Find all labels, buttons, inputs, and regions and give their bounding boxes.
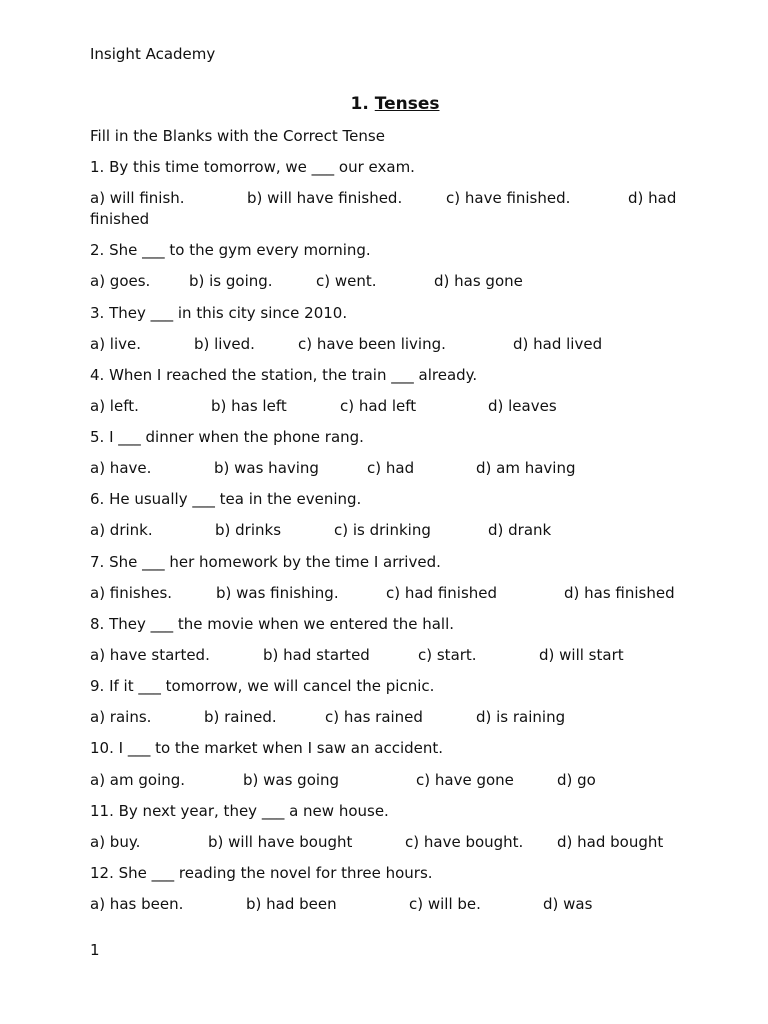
question-text: 9. If it ___ tomorrow, we will cancel the picnic. [90,677,435,695]
question-text: 7. She ___ her homework by the time I arrived. [90,553,441,571]
option-d: d) leaves [488,397,557,415]
question-text: 3. They ___ in this city since 2010. [90,304,348,322]
option-d: d) drank [488,521,552,539]
option-a: a) live. [90,335,142,353]
option-a: a) left. [90,397,139,415]
option-c: c) start. [418,646,477,664]
option-b: b) drinks [215,521,282,539]
option-b: b) will have bought [208,833,353,851]
option-b: b) has left [211,397,287,415]
school-name: Insight Academy [90,45,216,63]
option-c: c) have been living. [298,335,446,353]
option-b: b) was finishing. [216,584,339,602]
question-text: 8. They ___ the movie when we entered the hall. [90,615,455,633]
option-d: d) had bought [557,833,664,851]
instructions: Fill in the Blanks with the Correct Tense [90,127,385,145]
option-a: a) has been. [90,895,184,913]
question-text: 12. She ___ reading the novel for three hours. [90,864,433,882]
option-b: b) had started [263,646,370,664]
question-text: 5. I ___ dinner when the phone rang. [90,428,364,446]
option-c: c) is drinking [334,521,431,539]
option-b: b) had been [246,895,337,913]
option-a: a) am going. [90,771,186,789]
option-b: b) will have finished. [247,189,403,207]
question-text: 1. By this time tomorrow, we ___ our exam. [90,158,415,176]
option-d: d) will start [539,646,624,664]
question-text: 10. I ___ to the market when I saw an accident. [90,739,444,757]
option-b: b) lived. [194,335,255,353]
question-text: 2. She ___ to the gym every morning. [90,241,371,259]
option-a: a) have started. [90,646,210,664]
option-continuation: finished [90,210,150,228]
option-d: d) has finished [564,584,675,602]
option-c: c) went. [316,272,377,290]
option-b: b) is going. [189,272,273,290]
option-a: a) goes. [90,272,151,290]
option-c: c) have bought. [405,833,524,851]
option-d: d) go [557,771,596,789]
option-c: c) had [367,459,415,477]
option-a: a) finishes. [90,584,173,602]
option-a: a) have. [90,459,152,477]
option-a: a) drink. [90,521,153,539]
question-text: 11. By next year, they ___ a new house. [90,802,389,820]
title-text: Tenses [374,94,440,114]
page-number: 1 [90,941,100,959]
option-d: d) had [628,189,677,207]
option-c: c) has rained [325,708,423,726]
option-c: c) had finished [386,584,498,602]
option-c: c) will be. [409,895,481,913]
option-b: b) was having [214,459,319,477]
option-d: d) am having [476,459,576,477]
option-a: a) rains. [90,708,152,726]
page-title [0,93,768,115]
option-d: d) has gone [434,272,523,290]
option-d: d) had lived [513,335,603,353]
option-b: b) was going [243,771,340,789]
option-a: a) buy. [90,833,141,851]
question-text: 6. He usually ___ tea in the evening. [90,490,362,508]
option-c: c) have finished. [446,189,571,207]
option-c: c) had left [340,397,417,415]
question-text: 4. When I reached the station, the train ___ already. [90,366,478,384]
option-a: a) will finish. [90,189,185,207]
option-d: d) was [543,895,593,913]
title-number: 1. [350,94,369,114]
option-c: c) have gone [416,771,514,789]
option-b: b) rained. [204,708,277,726]
option-d: d) is raining [476,708,566,726]
